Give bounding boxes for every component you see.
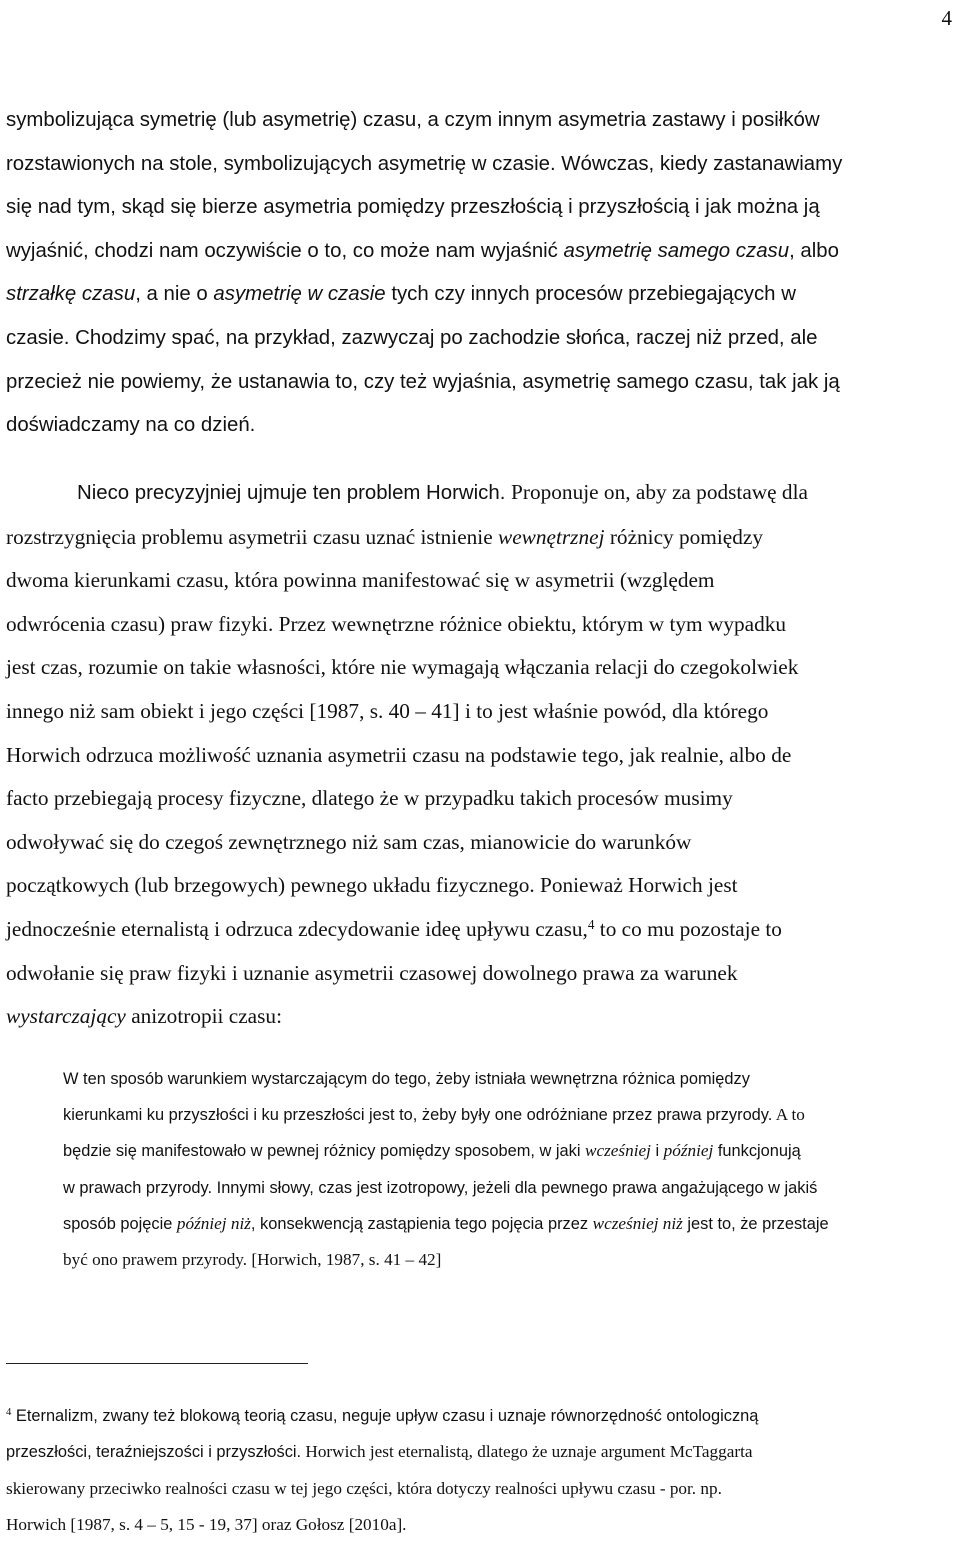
- paragraph-line: symbolizująca symetrię (lub asymetrię) czasu, a czym innym asymetria zastawy i posiłków: [6, 109, 820, 131]
- emphasis: później: [663, 1141, 714, 1161]
- text-run: anizotropii czasu:: [125, 1004, 282, 1029]
- paragraph-line: się nad tym, skąd się bierze asymetria pomiędzy przeszłością i przyszłością i jak można ją: [6, 196, 820, 219]
- text-run: A to: [772, 1105, 805, 1125]
- text-run: Horwich jest eternalistą, dlatego że uznaje argument McTaggarta: [301, 1442, 753, 1462]
- text-run: funkcjonują: [713, 1142, 801, 1161]
- paragraph-line: odwołanie się praw fizyki i uznanie asymetrii czasowej dowolnego prawa za warunek: [6, 960, 738, 985]
- paragraph-line: początkowych (lub brzegowych) pewnego układu fizycznego. Ponieważ Horwich jest: [6, 873, 738, 898]
- text-run: to co mu pozostaje to: [594, 916, 782, 941]
- emphasis: asymetrię w czasie: [213, 283, 386, 306]
- text-run: jest to, że przestaje: [682, 1214, 829, 1233]
- paragraph-line: Horwich odrzuca możliwość uznania asymetrii czasu na podstawie tego, jak realnie, albo de: [6, 742, 792, 767]
- paragraph-line: dwoma kierunkami czasu, która powinna manifestować się w asymetrii (względem: [6, 568, 715, 593]
- paragraph-line: [6, 995, 946, 1039]
- quote-line: być ono prawem przyrody. [Horwich, 1987, s. 41 – 42]: [63, 1250, 442, 1270]
- text-run: , a nie o: [135, 283, 214, 306]
- emphasis: wewnętrznej: [498, 524, 605, 549]
- footnote-separator: [6, 1363, 308, 1364]
- text-run: kierunkami ku przyszłości i ku przeszłości jest to, żeby były one odróżniane przez prawa przyrody.: [63, 1106, 773, 1125]
- text-run: wyjaśnić, chodzi nam oczywiście o to, co może nam wyjaśnić: [6, 239, 564, 262]
- paragraph-line: rozstawionych na stole, symbolizujących asymetrię w czasie. Wówczas, kiedy zastanawiamy: [6, 152, 843, 175]
- page-number: 4: [941, 6, 952, 30]
- footnote-marker: 4: [6, 1407, 12, 1419]
- paragraph-line: [6, 908, 946, 952]
- emphasis: wcześniej: [585, 1141, 651, 1161]
- paragraph-line: [6, 273, 946, 317]
- footnote-line: Horwich [1987, s. 4 – 5, 15 - 19, 37] oraz Gołosz [2010a].: [6, 1515, 407, 1535]
- emphasis: wcześniej niż: [592, 1213, 683, 1233]
- footnote-line: [6, 1398, 906, 1434]
- text-run: jednocześnie eternalistą i odrzuca zdecydowanie ideę upływu czasu,: [6, 916, 588, 941]
- quote-line: [63, 1097, 958, 1133]
- text-run: przeszłości, teraźniejszości i przyszłości.: [6, 1443, 302, 1462]
- paragraph-line: przecież nie powiemy, że ustanawia to, czy też wyjaśnia, asymetrię samego czasu, tak jak ją: [6, 370, 840, 393]
- paragraph-line: [6, 471, 946, 516]
- text-run: , konsekwencją zastąpienia tego pojęcia przez: [250, 1214, 593, 1233]
- text-run: tych czy innych procesów przebiegających w: [385, 283, 796, 306]
- paragraph-1: [6, 99, 946, 448]
- footnote: [6, 1398, 906, 1544]
- footnote-ref[interactable]: 4: [587, 916, 595, 932]
- quote-line: [63, 1133, 958, 1169]
- footnote-line: skierowany przeciwko realności czasu w tej jego części, która dotyczy realności upływu czasu - por. np.: [6, 1478, 722, 1498]
- paragraph-line: doświadczamy na co dzień.: [6, 414, 256, 437]
- paragraph-line: [6, 516, 946, 560]
- emphasis: wystarczający: [6, 1004, 126, 1029]
- paragraph-line: czasie. Chodzimy spać, na przykład, zazwyczaj po zachodzie słońca, raczej niż przed, ale: [6, 326, 818, 349]
- footnote-line: [6, 1434, 906, 1470]
- text-run: sposób pojęcie: [63, 1214, 177, 1233]
- text-run: Eternalizm, zwany też blokową teorią czasu, neguje upływ czasu i uznaje równorzędność ontologiczną: [11, 1407, 759, 1425]
- text-run: rozstrzygnięcia problemu asymetrii czasu uznać istnienie: [6, 524, 499, 549]
- paragraph-2: [6, 471, 946, 1039]
- block-quote: [63, 1061, 958, 1278]
- text-run: będzie się manifestowało w pewnej różnicy pomiędzy sposobem, w jaki: [63, 1142, 586, 1161]
- paragraph-line: innego niż sam obiekt i jego części [1987, s. 40 – 41] i to jest właśnie powód, dla którego: [6, 698, 769, 723]
- paragraph-line: odwrócenia czasu) praw fizyki. Przez wewnętrzne różnice obiektu, którym w tym wypadku: [6, 611, 787, 636]
- text-run: i: [650, 1142, 664, 1161]
- text-run: Proponuje on, aby za podstawę dla: [511, 480, 808, 504]
- quote-line: W ten sposób warunkiem wystarczającym do tego, żeby istniała wewnętrzna różnica pomiędzy: [63, 1070, 750, 1088]
- text-run: Nieco precyzyjniej ujmuje ten problem Horwich.: [77, 482, 512, 504]
- text-run: , albo: [789, 239, 839, 262]
- emphasis: strzałkę czasu: [6, 283, 136, 306]
- emphasis: później niż: [176, 1213, 251, 1233]
- emphasis: asymetrię samego czasu: [563, 239, 790, 262]
- quote-line: w prawach przyrody. Innymi słowy, czas jest izotropowy, jeżeli dla pewnego prawa angażującego w jakiś: [63, 1178, 818, 1197]
- paragraph-line: [6, 230, 946, 274]
- paragraph-line: facto przebiegają procesy fizyczne, dlatego że w przypadku takich procesów musimy: [6, 786, 733, 811]
- paragraph-line: jest czas, rozumie on takie własności, które nie wymagają włączania relacji do czegokolwiek: [6, 655, 799, 680]
- paragraph-line: odwoływać się do czegoś zewnętrznego niż sam czas, mianowicie do warunków: [6, 829, 692, 854]
- text-run: różnicy pomiędzy: [604, 524, 763, 549]
- quote-line: [63, 1206, 958, 1242]
